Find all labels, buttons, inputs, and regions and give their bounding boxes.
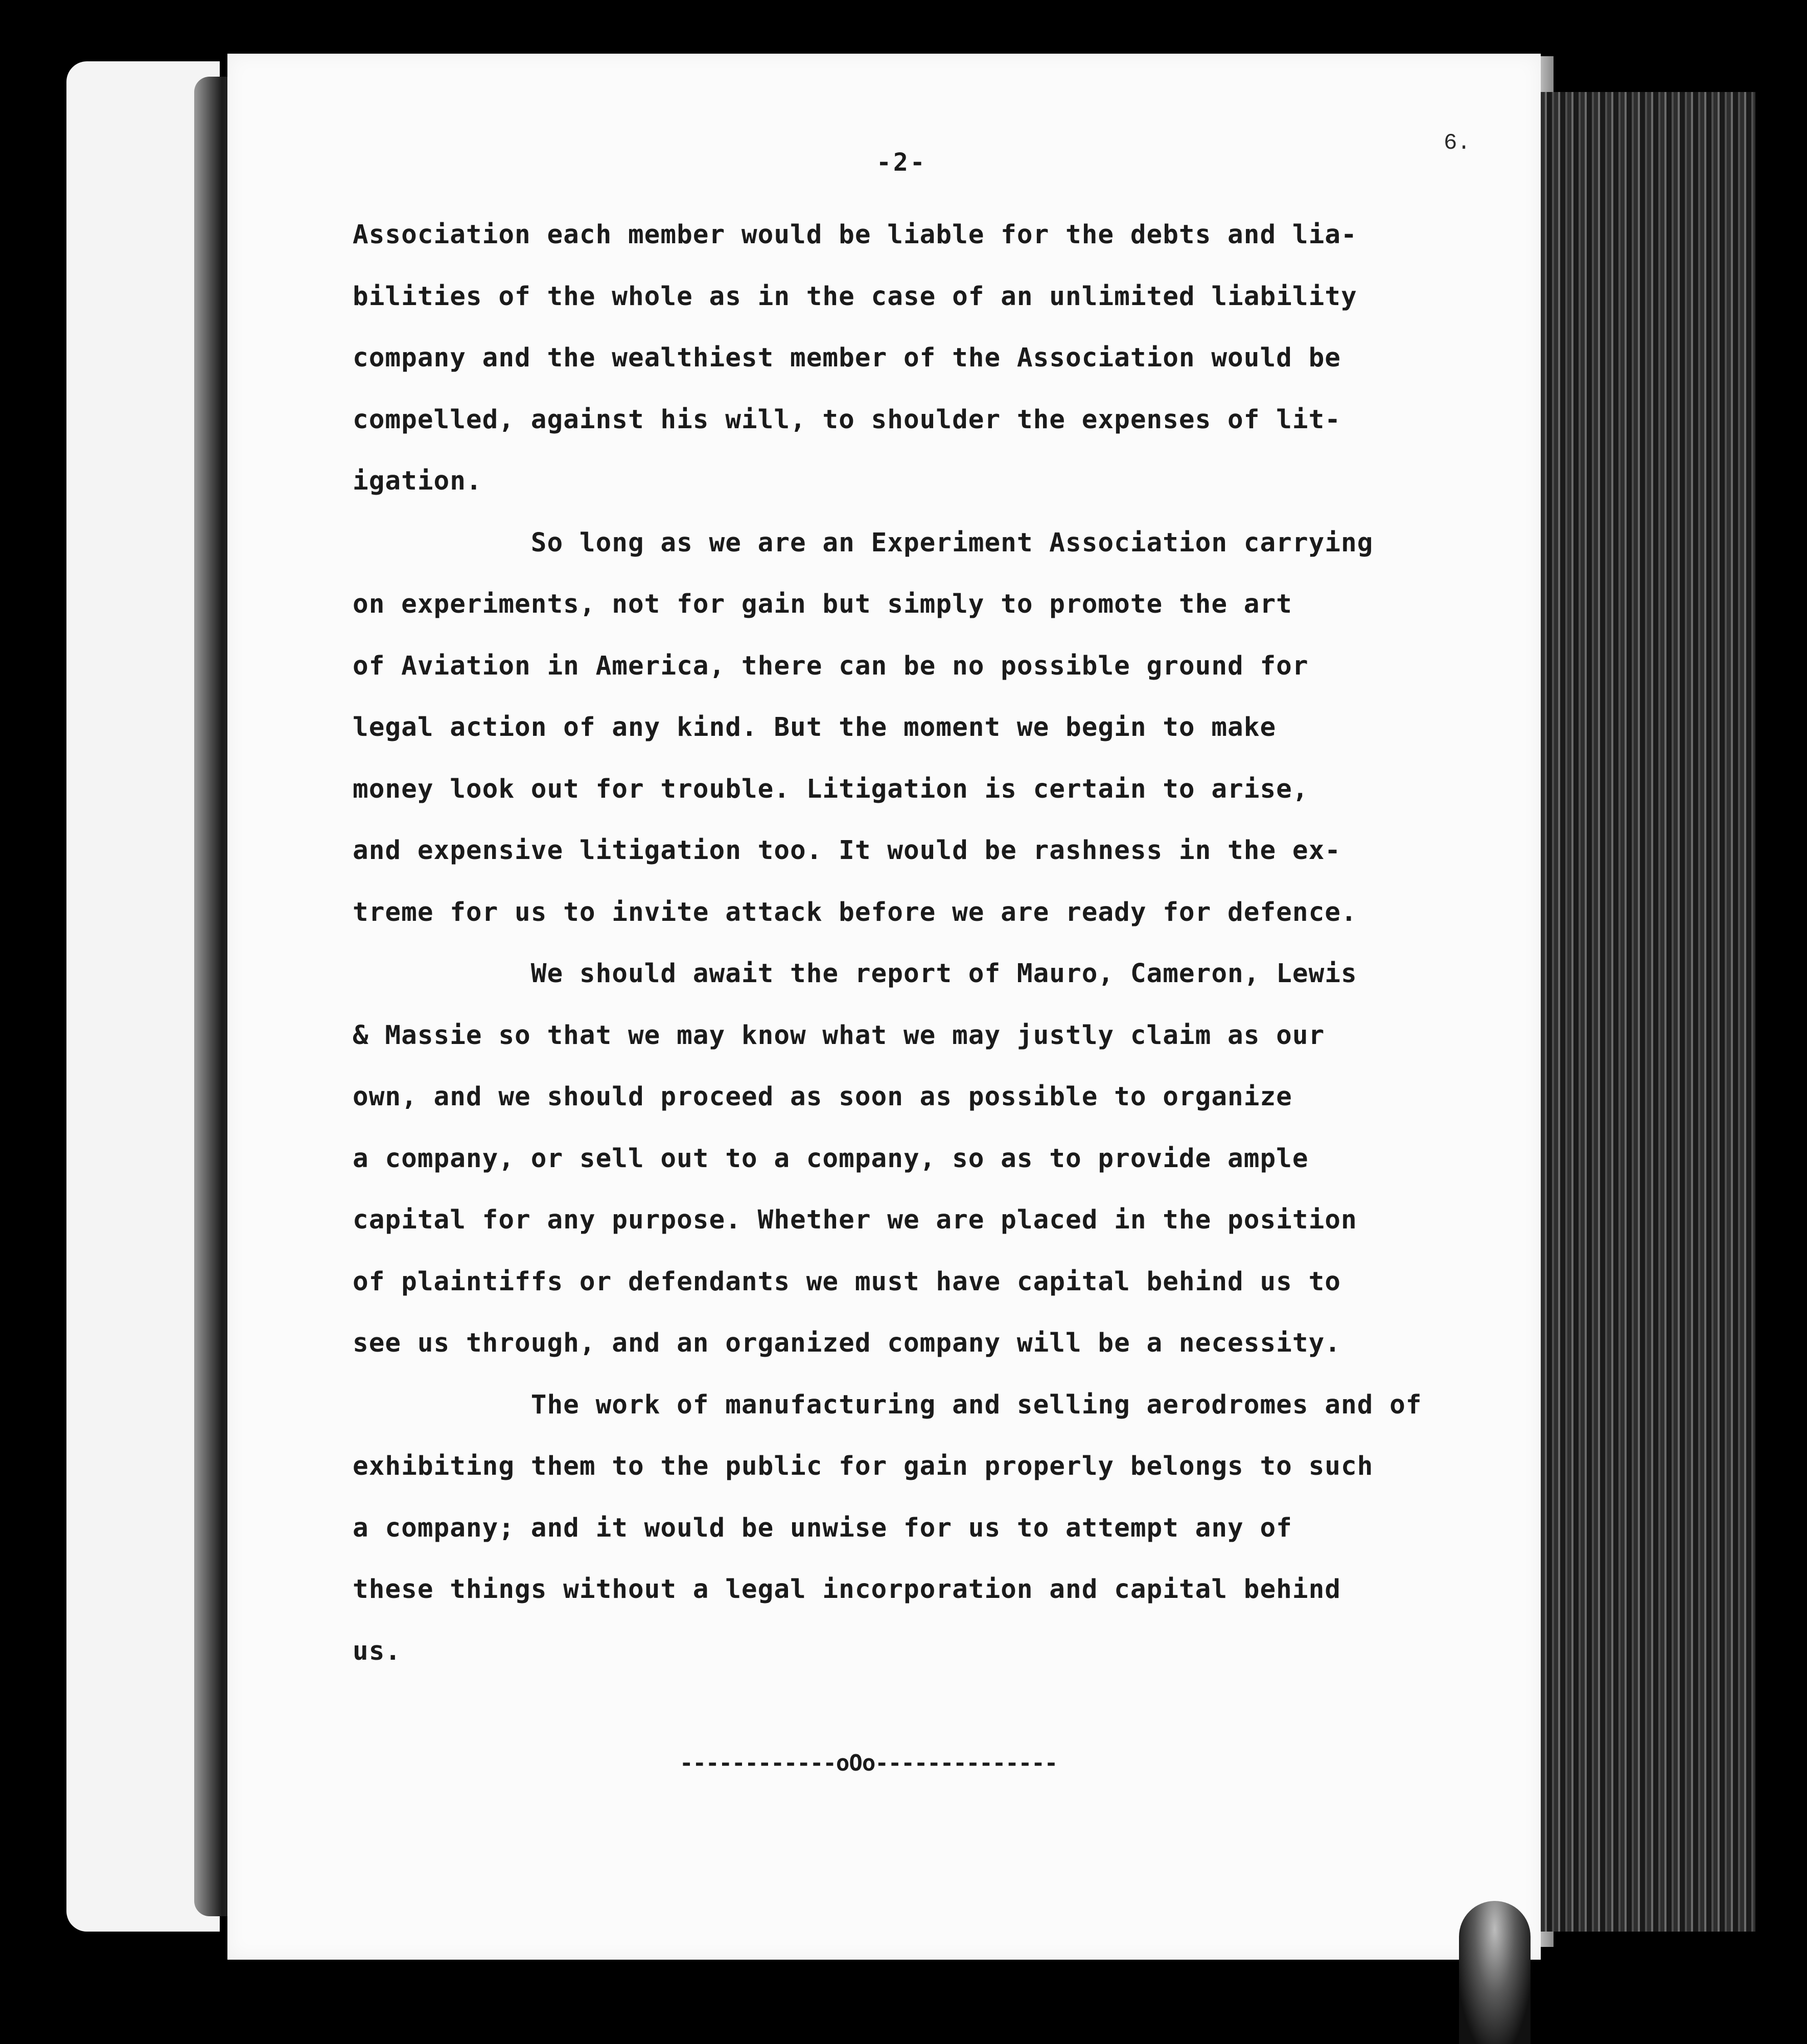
text-line: of Aviation in America, there can be no possible ground for: [353, 651, 1309, 681]
text-line: compelled, against his will, to shoulder the expenses of lit-: [353, 404, 1341, 435]
text-line: We should await the report of Mauro, Cameron, Lewis: [353, 959, 1357, 989]
folio-number: 6.: [1444, 130, 1471, 156]
text-line: us.: [353, 1636, 402, 1666]
text-line: company and the wealthiest member of the Association would be: [353, 343, 1341, 373]
text-line: & Massie so that we may know what we may justly claim as our: [353, 1020, 1325, 1051]
text-line: capital for any purpose. Whether we are placed in the position: [353, 1205, 1357, 1235]
text-line: a company, or sell out to a company, so as to provide ample: [353, 1143, 1309, 1174]
text-line: money look out for trouble. Litigation is certain to arise,: [353, 774, 1309, 804]
text-line: a company; and it would be unwise for us to attempt any of: [353, 1513, 1292, 1543]
text-line: exhibiting them to the public for gain properly belongs to such: [353, 1451, 1374, 1481]
text-line: own, and we should proceed as soon as possible to organize: [353, 1082, 1292, 1112]
text-line: So long as we are an Experiment Association carrying: [353, 527, 1374, 558]
text-line: The work of manufacturing and selling aerodromes and of: [353, 1389, 1422, 1420]
text-line: see us through, and an organized company will be a necessity.: [353, 1328, 1341, 1358]
page-header-number: -2-: [876, 148, 927, 177]
text-line: and expensive litigation too. It would be rashness in the ex-: [353, 835, 1341, 866]
text-line: igation.: [353, 466, 482, 496]
text-line: of plaintiffs or defendants we must have capital behind us to: [353, 1266, 1341, 1297]
text-line: treme for us to invite attack before we are ready for defence.: [353, 897, 1357, 927]
document-body: [353, 204, 1548, 1682]
text-line: Association each member would be liable for the debts and lia-: [353, 220, 1357, 250]
end-separator: ------------oOo--------------: [680, 1750, 1058, 1776]
text-line: bilities of the whole as in the case of an unlimited liability: [353, 281, 1357, 312]
text-line: legal action of any kind. But the moment we begin to make: [353, 712, 1277, 742]
text-line: on experiments, not for gain but simply to promote the art: [353, 589, 1292, 619]
book-page-edges: [1541, 92, 1755, 1932]
text-line: these things without a legal incorporation and capital behind: [353, 1574, 1341, 1605]
thumb-holding-page: [1459, 1901, 1531, 2044]
